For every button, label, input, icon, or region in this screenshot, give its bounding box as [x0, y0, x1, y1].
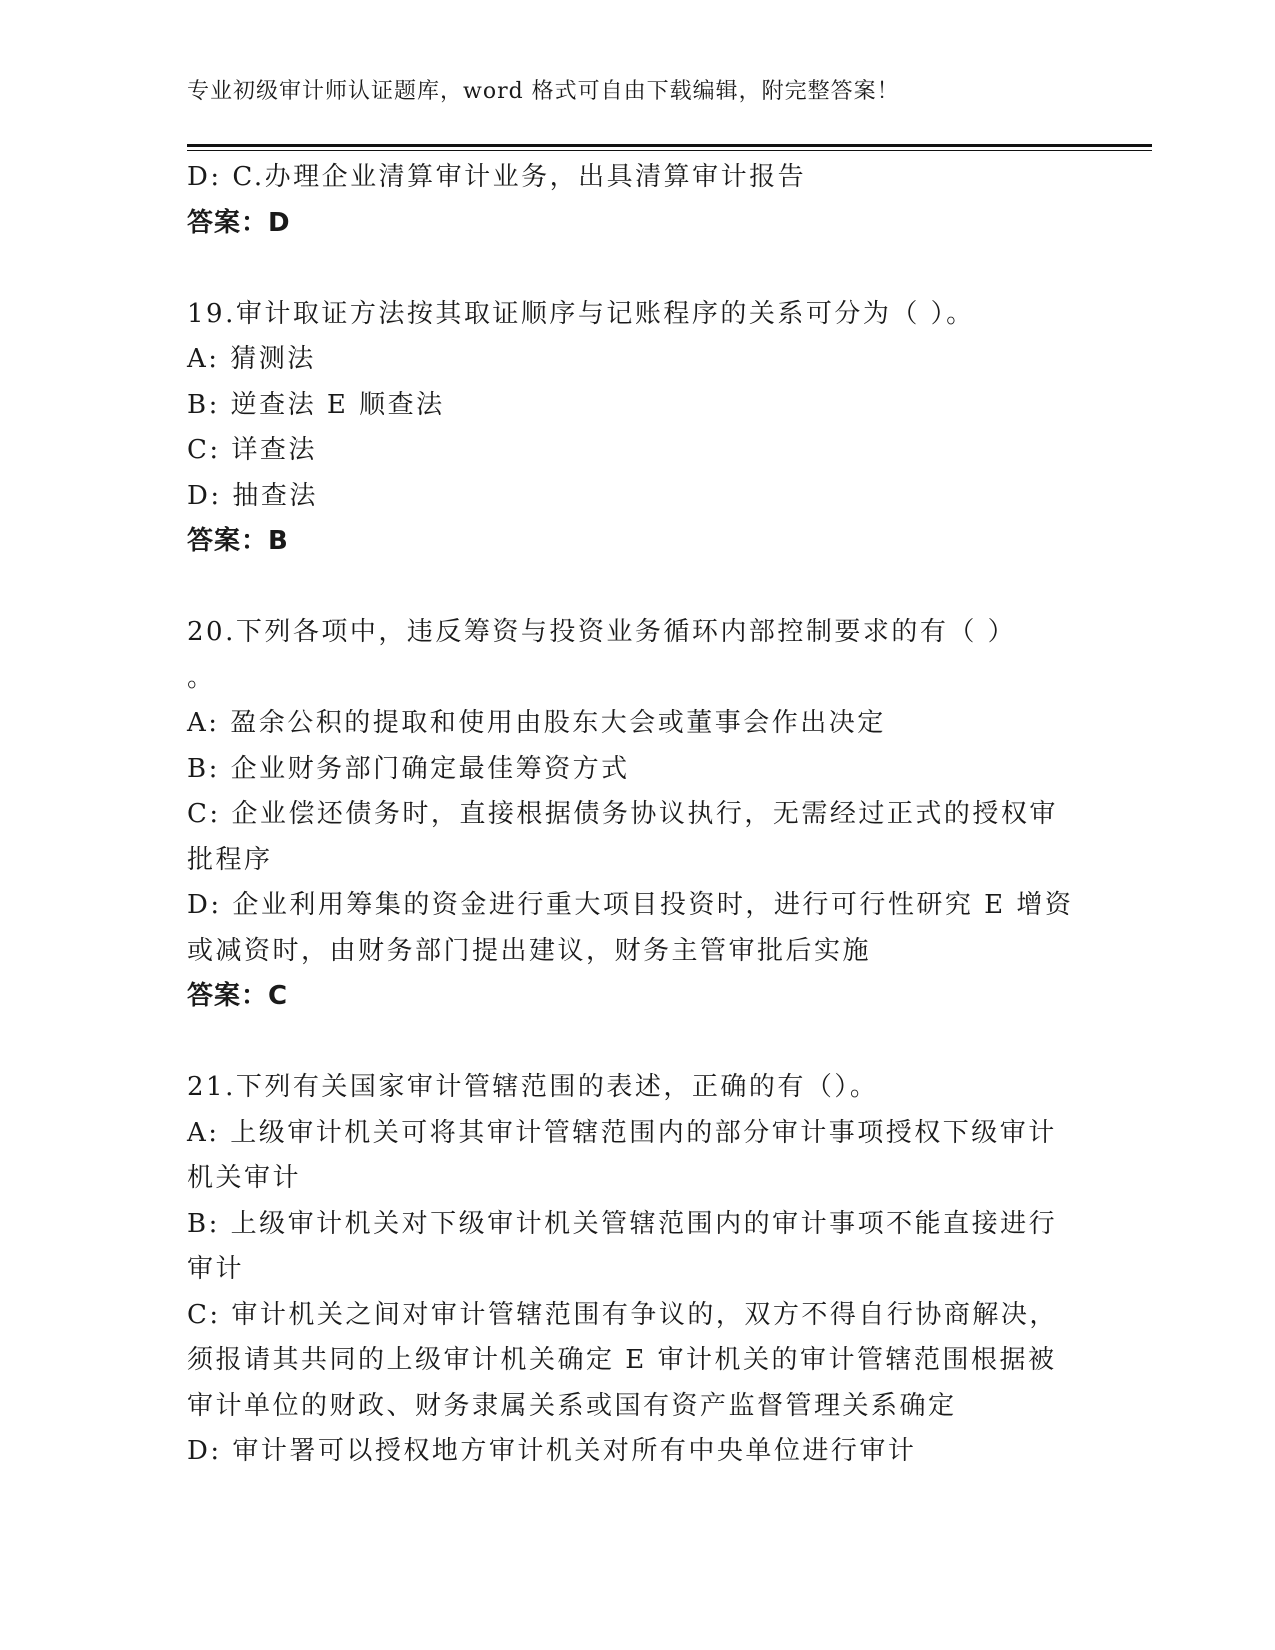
page-header: 专业初级审计师认证题库，word 格式可自由下载编辑，附完整答案！ [187, 79, 900, 104]
answer-line: 答案：C [187, 981, 289, 1011]
option-continuation: 审计 [187, 1254, 245, 1284]
spacer [187, 565, 1077, 611]
option-line: D: C.办理企业清算审计业务，出具清算审计报告 [187, 162, 807, 192]
option-line: A: 上级审计机关可将其审计管辖范围内的部分审计事项授权下级审计 [187, 1117, 1057, 1148]
option-line: D: 审计署可以授权地方审计机关对所有中央单位进行审计 [187, 1436, 917, 1466]
option-line: D: 抽查法 [187, 480, 318, 511]
option-line: C: 审计机关之间对审计管辖范围有争议的，双方不得自行协商解决， [187, 1299, 1058, 1330]
option-line: C: 企业偿还债务时，直接根据债务协议执行，无需经过正式的授权审 [187, 799, 1058, 829]
answer-line: 答案：B [187, 526, 289, 556]
question-content [187, 155, 1077, 1475]
option-continuation: 或减资时，由财务部门提出建议，财务主管审批后实施 [187, 935, 872, 966]
question-stem-19: 19.审计取证方法按其取证顺序与记账程序的关系可分为（ ）。 [187, 298, 975, 329]
option-line: B: 企业财务部门确定最佳筹资方式 [187, 753, 630, 784]
header-rule-thin [187, 150, 1152, 151]
option-line: A: 盈余公积的提取和使用由股东大会或董事会作出决定 [187, 708, 886, 738]
option-continuation: 审计单位的财政、财务隶属关系或国有资产监督管理关系确定 [187, 1390, 957, 1421]
question-stem-20: 20.下列各项中，违反筹资与投资业务循环内部控制要求的有（ ） [187, 617, 1017, 647]
option-line: C: 详查法 [187, 435, 317, 465]
option-line: A: 猜测法 [187, 344, 316, 374]
option-continuation: 批程序 [187, 844, 273, 875]
spacer [187, 246, 1077, 292]
option-line: D: 企业利用筹集的资金进行重大项目投资时，进行可行性研究 E 增资 [187, 890, 1074, 920]
option-line: B: 逆查法 E 顺查法 [187, 389, 445, 420]
option-line: B: 上级审计机关对下级审计机关管辖范围内的审计事项不能直接进行 [187, 1208, 1058, 1239]
header-rule-thick [187, 144, 1152, 147]
question-stem-21: 21.下列有关国家审计管辖范围的表述，正确的有（）。 [187, 1072, 879, 1102]
option-continuation: 须报请其共同的上级审计机关确定 E 审计机关的审计管辖范围根据被 [187, 1345, 1057, 1375]
option-continuation: 机关审计 [187, 1163, 302, 1193]
question-stem-continuation: 。 [187, 662, 216, 693]
answer-line: 答案：D [187, 207, 291, 238]
spacer [187, 1020, 1077, 1066]
